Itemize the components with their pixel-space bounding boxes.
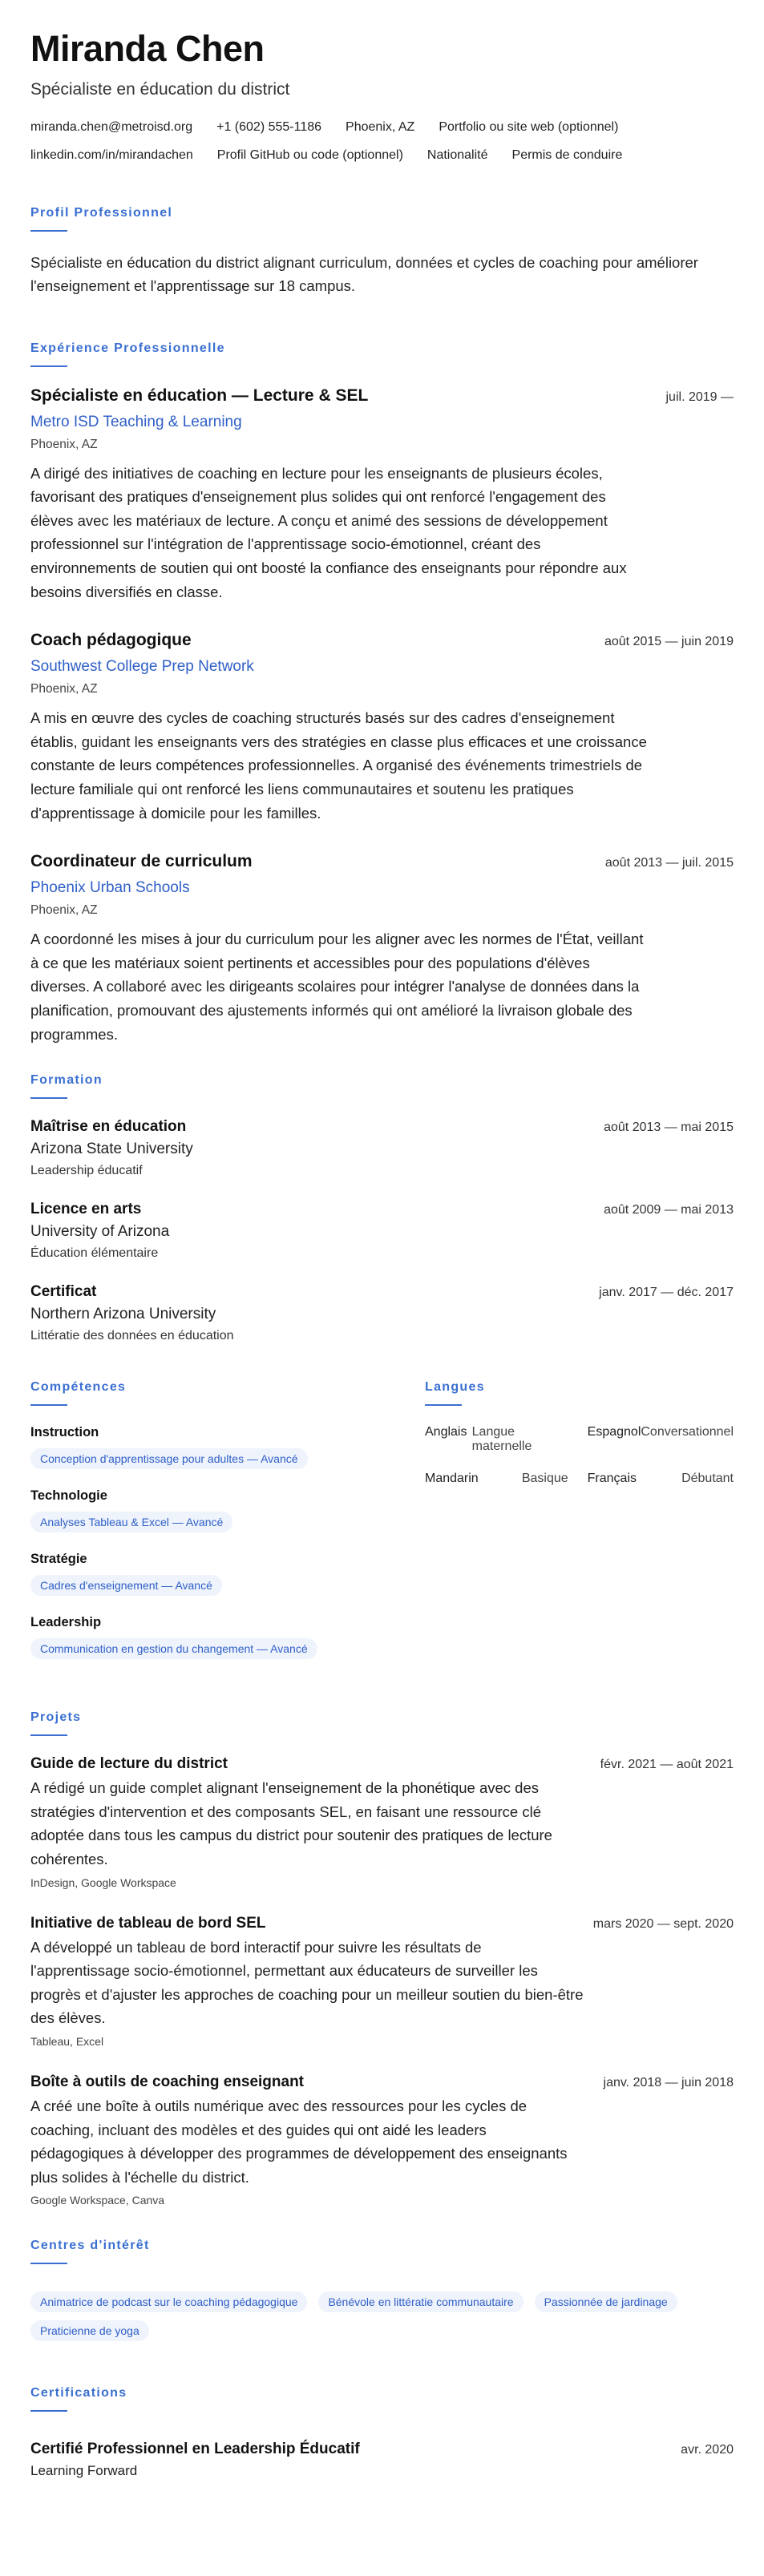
interest-tag: Bénévole en littératie communautaire [318,2291,523,2312]
interest-tag: Passionnée de jardinage [535,2291,677,2312]
section-divider [30,1097,67,1099]
experience-entry [30,852,734,1046]
contact-nationality: Nationalité [426,147,488,162]
certification-name: Certifié Professionnel en Leadership Éducatif [30,2441,360,2458]
job-role: Spécialiste en éducation — Lecture & SEL [30,386,369,405]
section-title: Profil Professionnel [30,205,173,220]
job-description: A dirigé des initiatives de coaching en lecture pour les enseignants de plusieurs écoles, favorisant des pratiques d'enseignement plus solides qui ont renforcé l'engagement des élèves avec les matériaux de lecture. A conçu et animé des sessions de développement professionnel sur l'intégration de l'apprentissage socio-émotionnel, créant des environnements de soutien qui ont boosté la confiance des enseignants pour répondre aux besoins diversifiés en classe. [30,464,627,600]
section-title: Expérience Professionnelle [30,341,225,355]
job-role: Coordinateur de curriculum [30,852,253,871]
skill-group [30,1552,367,1596]
job-location: Phoenix, AZ [30,682,98,696]
degree: Licence en arts [30,1201,142,1218]
project-title: Boîte à outils de coaching enseignant [30,2073,304,2090]
field-of-study: Littératie des données en éducation [30,1329,234,1343]
skill-tag: Analyses Tableau & Excel — Avancé [30,1512,232,1532]
language-item [588,1425,734,1454]
language-level: Langue maternelle [471,1425,532,1454]
skill-tag: Conception d'apprentissage pour adultes — Avancé [30,1448,308,1469]
section-divider [30,1404,67,1406]
job-company[interactable]: Phoenix Urban Schools [30,879,190,897]
profile-text: Spécialiste en éducation du district alignant curriculum, données et cycles de coaching pour améliorer l'enseignement et l'apprentissage sur 18 campus. [30,253,698,295]
school: Arizona State University [30,1141,193,1158]
interest-tag: Praticienne de yoga [30,2320,149,2341]
section-divider [30,2410,67,2412]
candidate-name: Miranda Chen [30,28,265,69]
certification-date: avr. 2020 [681,2443,734,2457]
education-dates: août 2009 — mai 2013 [604,1203,734,1217]
job-dates: août 2013 — juil. 2015 [604,856,734,870]
project-entry [30,2073,734,2207]
section-divider [30,365,67,367]
contact-list [30,120,734,163]
contact-linkedin[interactable]: linkedin.com/in/mirandachen [30,147,193,162]
experience-entry [30,386,734,604]
section-title: Projets [30,1710,82,1725]
project-description: A rédigé un guide complet alignant l'enseignement de la phonétique avec des stratégies d'intervention et des composants SEL, en faisant une ressource clé adoptée dans tous les campus du district pour soutenir des pratiques de lecture cohérentes. [30,1779,552,1867]
candidate-title: Spécialiste en éducation du district [30,79,290,99]
certification-entry [30,2441,734,2479]
project-dates: janv. 2018 — juin 2018 [603,2075,734,2089]
language-level: Basique [521,1472,568,1486]
section-title: Formation [30,1073,103,1088]
contact-phone[interactable]: +1 (602) 555-1186 [216,119,322,134]
job-dates: août 2015 — juin 2019 [604,635,734,649]
contact-license: Permis de conduire [511,147,623,162]
education-entry [30,1201,734,1261]
project-entry [30,1915,734,2048]
skill-group [30,1425,367,1469]
languages-section [425,1380,734,1678]
contact-portfolio[interactable]: Portfolio ou site web (optionnel) [439,119,619,134]
language-name: Anglais [425,1425,467,1439]
project-title: Initiative de tableau de bord SEL [30,1914,266,1932]
project-description: A développé un tableau de bord interactif pour suivre les résultats de l'apprentissage socio-émotionnel, permettant aux éducateurs de surveiller les progrès et d'ajuster les approches de coaching pour un meilleur soutien du bien-être des élèves. [30,1938,584,2027]
skill-tag: Communication en gestion du changement — Avancé [30,1638,317,1659]
section-title: Langues [425,1380,485,1395]
job-role: Coach pédagogique [30,631,192,650]
job-company[interactable]: Metro ISD Teaching & Learning [30,413,242,430]
project-description: A créé une boîte à outils numérique avec des ressources pour les cycles de coaching, incluant des modèles et des guides qui ont aidé les leaders pédagogiques à développer des programmes de développement des enseignants plus solides à l'échelle du district. [30,2097,568,2186]
interests-section [30,2239,734,2341]
project-tools: Tableau, Excel [30,2034,104,2048]
skill-group [30,1615,367,1659]
language-item [588,1472,734,1486]
language-name: Espagnol [587,1425,641,1439]
project-dates: févr. 2021 — août 2021 [600,1758,734,1772]
field-of-study: Leadership éducatif [30,1164,143,1178]
field-of-study: Éducation élémentaire [30,1246,159,1261]
language-list [425,1425,734,1486]
interest-tag: Animatrice de podcast sur le coaching pédagogique [30,2291,307,2312]
school: Northern Arizona University [30,1306,216,1323]
project-tools: InDesign, Google Workspace [30,1875,176,1889]
section-divider [30,1734,67,1736]
project-tools: Google Workspace, Canva [30,2194,165,2207]
section-title: Certifications [30,2386,127,2400]
education-entry [30,1283,734,1343]
contact-email[interactable]: miranda.chen@metroisd.org [30,119,193,134]
project-dates: mars 2020 — sept. 2020 [592,1916,734,1931]
certifications-section [30,2386,734,2479]
project-title: Guide de lecture du district [30,1755,228,1773]
degree: Certificat [30,1283,97,1301]
section-title: Centres d'intérêt [30,2239,150,2253]
education-section [30,1073,734,1343]
education-dates: août 2013 — mai 2015 [604,1120,734,1135]
certification-issuer: Learning Forward [30,2463,138,2479]
language-level: Conversationnel [641,1425,734,1439]
education-dates: janv. 2017 — déc. 2017 [599,1286,734,1300]
skill-category: Leadership [30,1615,102,1630]
section-divider [425,1404,462,1406]
language-name: Mandarin [425,1472,479,1486]
resume-header [30,29,734,163]
skill-category: Stratégie [30,1552,87,1567]
section-divider [30,2263,67,2264]
contact-github[interactable]: Profil GitHub ou code (optionnel) [216,147,403,162]
section-title: Compétences [30,1380,127,1395]
language-name: Français [587,1472,637,1486]
language-item [425,1425,568,1454]
job-location: Phoenix, AZ [30,437,98,451]
language-item [425,1472,568,1486]
profile-section [30,206,734,298]
experience-entry [30,631,734,825]
interest-list [30,2283,734,2341]
contact-location: Phoenix, AZ [346,119,415,134]
project-entry [30,1755,734,1888]
experience-section [30,341,734,1047]
skill-category: Instruction [30,1425,99,1440]
job-dates: juil. 2019 — [665,390,734,404]
job-location: Phoenix, AZ [30,903,98,918]
projects-section [30,1710,734,2207]
job-description: A mis en œuvre des cycles de coaching structurés basés sur des cadres d'enseignement établis, guidant les enseignants vers des stratégies en classe plus efficaces et une croissance constante de leurs compétences professionnelles. A organisé des événements trimestriels de lecture familiale qui ont renforcé les liens communautaires et soutenu les pratiques d'apprentissage à domicile pour les familles. [30,709,647,822]
degree: Maîtrise en éducation [30,1118,187,1136]
skill-tag: Cadres d'enseignement — Avancé [30,1575,222,1596]
skills-languages-row [30,1380,734,1678]
education-entry [30,1118,734,1178]
skills-section [30,1380,367,1678]
job-description: A coordonné les mises à jour du curriculum pour les aligner avec les normes de l'État, veillant à ce que les matériaux soient pertinents et accessibles pour des populations d'élèves diverses. A collaboré avec les dirigeants scolaires pour intégrer l'analyse de données dans la planification, promouvant des ajustements informés qui ont amélioré la livraison globale des programmes. [30,931,644,1043]
job-company[interactable]: Southwest College Prep Network [30,658,254,676]
school: University of Arizona [30,1223,170,1241]
skill-group [30,1488,367,1532]
skill-category: Technologie [30,1488,107,1504]
language-level: Débutant [681,1472,734,1486]
section-divider [30,230,67,232]
